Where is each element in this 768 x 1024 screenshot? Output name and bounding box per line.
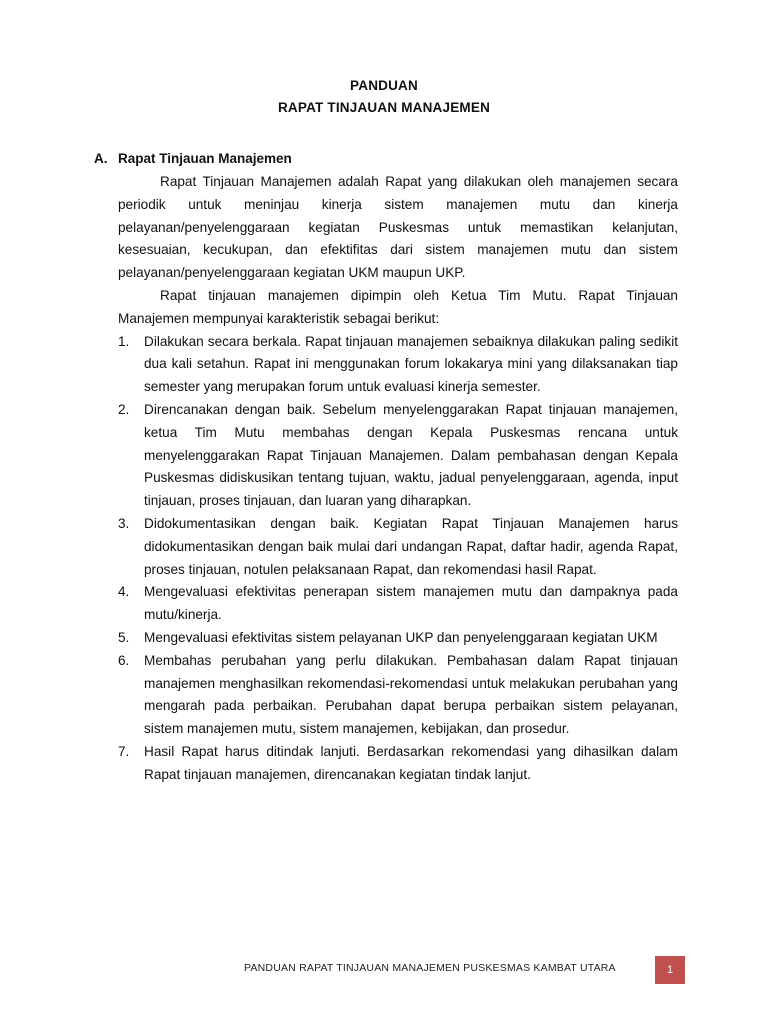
list-item-text: Hasil Rapat harus ditindak lanjuti. Berdasarkan rekomendasi yang dihasilkan dalam Rapat tinjauan manajemen, direncanakan kegiatan tindak lanjut. [144, 743, 678, 782]
list-item [118, 513, 678, 581]
list-item-text: Mengevaluasi efektivitas sistem pelayanan UKP dan penyelenggaraan kegiatan UKM [144, 629, 658, 645]
list-item-text: Direncanakan dengan baik. Sebelum menyelenggarakan Rapat tinjauan manajemen, ketua Tim Mutu membahas dengan Kepala Puskesmas rencana untuk menyelenggarakan Rapat Tinjauan Manajemen. Dalam pembahasan dengan Kepala Puskesmas didiskusikan tentang tujuan, waktu, jadual penyelenggaraan, agenda, input tinjauan, proses tinjauan, dan luaran yang diharapkan. [144, 401, 678, 509]
list-item-number: 6. [118, 652, 130, 668]
list-item-number: 1. [118, 333, 130, 349]
characteristics-list [118, 331, 678, 787]
list-item [118, 581, 678, 627]
section-heading [94, 151, 292, 166]
section-letter: A. [94, 151, 108, 166]
list-item-text: Mengevaluasi efektivitas penerapan sistem manajemen mutu dan dampaknya pada mutu/kinerja. [144, 584, 678, 623]
page-number-badge: 1 [655, 956, 685, 984]
paragraph: Rapat tinjauan manajemen dipimpin oleh Ketua Tim Mutu. Rapat Tinjauan Manajemen mempunyai karakteristik sebagai berikut: [118, 287, 678, 326]
list-item-number: 7. [118, 743, 130, 759]
list-item-text: Dilakukan secara berkala. Rapat tinjauan manajemen sebaiknya dilakukan paling sedikit dua kali setahun. Rapat ini menggunakan forum lokakarya mini yang dilaksanakan tiap semester yang merupakan forum untuk evaluasi kinerja semester. [144, 333, 678, 395]
paragraph: Rapat Tinjauan Manajemen adalah Rapat yang dilakukan oleh manajemen secara periodik untuk meninjau kinerja sistem manajemen mutu dan kinerja pelayanan/penyelenggaraan kegiatan Puskesmas untuk memastikan kelanjutan, kesesuaian, kecukupan, dan efektifitas dari sistem manajemen mutu dan sistem pelayanan/penyelenggaraan kegiatan UKM maupun UKP. [118, 174, 678, 281]
footer-text: PANDUAN RAPAT TINJAUAN MANAJEMEN PUSKESMAS KAMBAT UTARA [244, 962, 616, 974]
list-item-number: 3. [118, 515, 130, 531]
document-title: PANDUAN [350, 78, 418, 93]
list-item-number: 4. [118, 584, 130, 600]
list-item [118, 627, 678, 650]
list-item-number: 5. [118, 629, 130, 645]
list-item-text: Didokumentasikan dengan baik. Kegiatan Rapat Tinjauan Manajemen harus didokumentasikan dengan baik mulai dari undangan Rapat, daftar hadir, agenda Rapat, proses tinjauan, notulen pelaksanaan Rapat, dan rekomendasi hasil Rapat. [144, 515, 678, 577]
section-body [118, 171, 678, 787]
list-item [118, 741, 678, 787]
document-subtitle: RAPAT TINJAUAN MANAJEMEN [277, 100, 491, 115]
list-item-text: Membahas perubahan yang perlu dilakukan. Pembahasan dalam Rapat tinjauan manajemen menghasilkan rekomendasi-rekomendasi untuk melakukan perubahan yang mengarah pada perbaikan. Perubahan dapat berupa perbaikan sistem pelayanan, sistem manajemen mutu, sistem manajemen, kebijakan, dan prosedur. [144, 652, 678, 737]
list-item [118, 650, 678, 741]
list-item-number: 2. [118, 401, 130, 417]
list-item [118, 399, 678, 513]
section-heading-text: Rapat Tinjauan Manajemen [118, 151, 292, 166]
list-item [118, 331, 678, 399]
